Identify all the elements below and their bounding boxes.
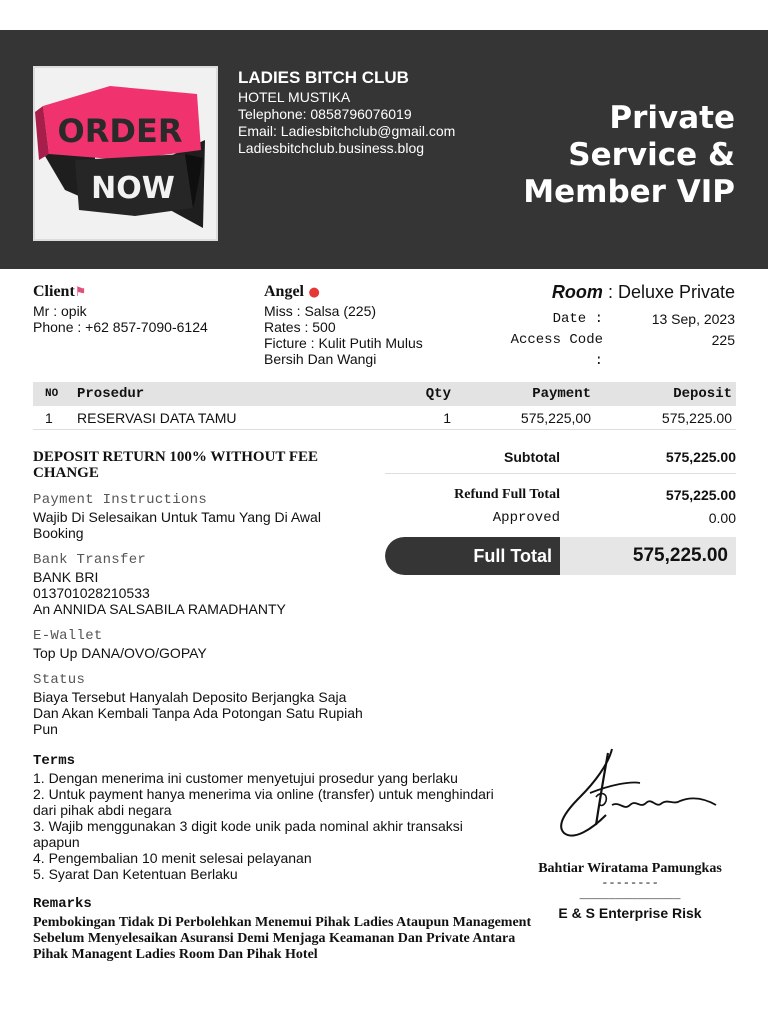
full-total-value: 575,225.00 xyxy=(632,545,728,566)
bank-transfer-label: Bank Transfer xyxy=(33,552,147,568)
subtotal-value: 575,225.00 xyxy=(665,449,736,465)
hero-line-2: Service & xyxy=(568,137,735,173)
angel-block xyxy=(264,282,423,367)
angel-heading: Angel ● xyxy=(264,283,320,300)
signer-dash-short: -------- xyxy=(601,876,659,890)
svg-text:ORDER: ORDER xyxy=(57,112,183,150)
col-payment: Payment xyxy=(532,386,591,402)
date-row xyxy=(495,309,735,330)
col-deposit: Deposit xyxy=(673,386,732,402)
hero-line-1: Private xyxy=(609,100,735,136)
bank-account: 013701028210533 xyxy=(33,585,150,601)
order-now-badge-icon xyxy=(35,68,216,239)
date-value: 13 Sep, 2023 xyxy=(651,311,735,327)
status-text: Biaya Tersebut Hanyalah Deposito Berjangka Saja Dan Akan Kembali Tanpa Ada Potongan Satu Rupiah Pun xyxy=(33,689,363,737)
client-phone: Phone : +62 857-7090-6124 xyxy=(33,319,208,335)
remarks-label: Remarks xyxy=(33,896,92,912)
subtotal-label: Subtotal xyxy=(504,449,560,465)
row-qty: 1 xyxy=(443,410,451,426)
terms-item: 5. Syarat Dan Ketentuan Berlaku xyxy=(33,866,238,882)
row-prosedur: RESERVASI DATA TAMU xyxy=(77,410,237,426)
company-name: LADIES BITCH CLUB xyxy=(238,68,409,87)
col-no: NO xyxy=(45,388,59,400)
col-prosedur: Prosedur xyxy=(77,386,145,402)
access-code-label: Access Code : xyxy=(510,332,603,369)
status-label: Status xyxy=(33,672,86,688)
bank-name: BANK BRI xyxy=(33,569,99,585)
payment-instructions-text: Wajib Di Selesaikan Untuk Tamu Yang Di Awal Booking xyxy=(33,509,321,541)
hero-title xyxy=(523,100,735,211)
payment-details xyxy=(33,449,373,747)
bank-transfer-details xyxy=(33,569,373,617)
angel-miss: Miss : Salsa (225) xyxy=(264,303,377,319)
room-label: Room xyxy=(551,282,603,302)
angel-rates: Rates : 500 xyxy=(264,319,336,335)
terms-item: 3. Wajib menggunakan 3 digit kode unik pada nominal akhir transaksi apapun xyxy=(33,818,463,850)
signature-icon xyxy=(550,745,720,840)
refund-value: 575,225.00 xyxy=(665,487,736,503)
signer-enterprise: E & S Enterprise Risk xyxy=(558,905,702,921)
pin-icon: ● xyxy=(304,285,320,300)
date-label: Date : xyxy=(552,311,603,327)
signer-name: Bahtiar Wiratama Pamungkas xyxy=(538,861,722,876)
signer-block xyxy=(520,860,740,922)
company-info xyxy=(238,68,455,157)
approved-value: 0.00 xyxy=(708,510,736,526)
payment-instructions-label: Payment Instructions xyxy=(33,492,208,508)
email: Email: Ladiesbitchclub@gmail.com xyxy=(238,123,456,139)
signer-dash-long: ______________ xyxy=(579,888,681,902)
terms-label: Terms xyxy=(33,753,76,769)
website: Ladiesbitchclub.business.blog xyxy=(238,140,425,156)
refund-label: Refund Full Total xyxy=(454,487,560,502)
room-meta xyxy=(495,309,735,372)
client-heading: Client⚑ xyxy=(33,283,87,300)
remarks-text: Pembokingan Tidak Di Perbolehkan Menemui Pihak Ladies Ataupun Management Sebelum Menyelesaikan Asuransi Demi Menjaga Keamanan Dan Private Antara Pihak Managent Ladies Room Dan Pihak Hotel xyxy=(33,915,532,962)
angel-ficture-2: Bersih Dan Wangi xyxy=(264,351,377,367)
bank-holder: An ANNIDA SALSABILA RAMADHANTY xyxy=(33,601,286,617)
room-title xyxy=(552,281,735,303)
table-row xyxy=(33,406,736,430)
room-info xyxy=(552,281,735,303)
table-header xyxy=(33,382,736,406)
hotel-name: HOTEL MUSTIKA xyxy=(238,89,351,105)
deposit-note: DEPOSIT RETURN 100% WITHOUT FEE CHANGE xyxy=(33,449,319,481)
room-value: : Deluxe Private xyxy=(607,282,735,302)
client-block xyxy=(33,282,208,335)
svg-text:NOW: NOW xyxy=(91,171,175,206)
invoice-header xyxy=(0,30,768,269)
bookmark-icon: ⚑ xyxy=(74,285,87,300)
terms-item: 1. Dengan menerima ini customer menyetujui prosedur yang berlaku xyxy=(33,770,458,786)
client-name: Mr : opik xyxy=(33,303,87,319)
row-no: 1 xyxy=(45,410,53,426)
col-qty: Qty xyxy=(425,386,451,402)
order-now-logo xyxy=(33,66,218,241)
full-total-label: Full Total xyxy=(385,537,560,575)
ewallet-text: Top Up DANA/OVO/GOPAY xyxy=(33,645,207,661)
row-deposit: 575,225.00 xyxy=(661,410,732,426)
terms-item: 4. Pengembalian 10 menit selesai pelayanan xyxy=(33,850,312,866)
approved-label: Approved xyxy=(492,510,560,526)
hero-line-3: Member VIP xyxy=(523,174,735,210)
row-payment: 575,225,00 xyxy=(520,410,591,426)
full-total-bar xyxy=(385,537,736,575)
terms-block xyxy=(33,752,513,882)
access-code-row xyxy=(495,330,735,372)
totals-divider xyxy=(385,473,736,474)
access-code-value: 225 xyxy=(711,332,735,348)
remarks-block xyxy=(33,895,533,963)
angel-ficture: Ficture : Kulit Putih Mulus xyxy=(264,335,423,351)
telephone: Telephone: 0858796076019 xyxy=(238,106,412,122)
ewallet-label: E-Wallet xyxy=(33,628,103,644)
terms-item: 2. Untuk payment hanya menerima via online (transfer) untuk menghindari dari pihak abdi negara xyxy=(33,786,494,818)
